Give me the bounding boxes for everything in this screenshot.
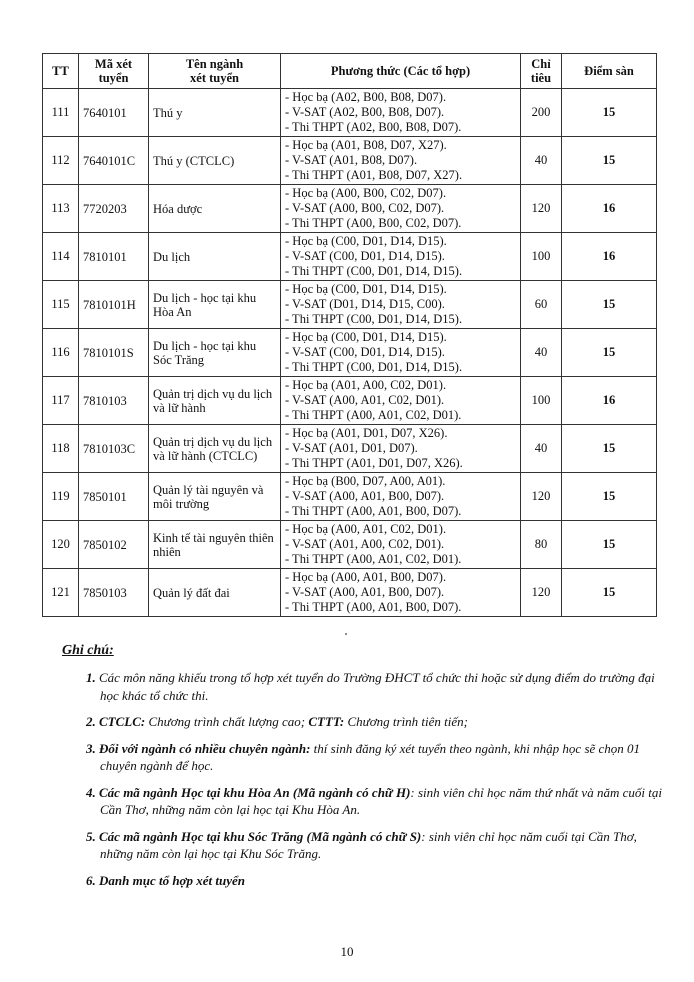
method-line: - V-SAT (C00, D01, D14, D15). xyxy=(285,344,445,359)
cell-quota: 120 xyxy=(521,185,562,233)
table-row xyxy=(43,185,657,233)
notes-title: Ghi chú: xyxy=(62,643,114,658)
cell-methods xyxy=(281,281,521,329)
cell-score: 15 xyxy=(562,329,657,377)
admissions-table xyxy=(42,53,657,617)
cell-name: Hóa dược xyxy=(149,185,281,233)
method-line: - Thi THPT (A00, A01, C02, D01). xyxy=(285,552,462,567)
cell-methods xyxy=(281,425,521,473)
cell-score: 16 xyxy=(562,233,657,281)
method-line: - Học bạ (C00, D01, D14, D15). xyxy=(285,281,447,296)
cell-quota: 120 xyxy=(521,569,562,617)
cell-tt: 114 xyxy=(43,233,79,281)
cell-quota: 100 xyxy=(521,377,562,425)
cell-name: Quản lý đất đai xyxy=(149,569,281,617)
method-line: - Học bạ (B00, D07, A00, A01). xyxy=(285,473,446,488)
cell-score: 15 xyxy=(562,569,657,617)
method-line: - V-SAT (A01, D01, D07). xyxy=(285,440,418,455)
cell-code: 7640101 xyxy=(79,89,149,137)
header-code-line2: tuyển xyxy=(98,71,129,85)
method-line: - Học bạ (A00, B00, C02, D07). xyxy=(285,185,447,200)
cell-score: 16 xyxy=(562,185,657,233)
method-line: - Học bạ (A01, D01, D07, X26). xyxy=(285,425,448,440)
cell-quota: 40 xyxy=(521,329,562,377)
cell-score: 15 xyxy=(562,425,657,473)
note-item-1 xyxy=(86,669,666,704)
method-line: - Thi THPT (C00, D01, D14, D15). xyxy=(285,360,463,375)
header-tt: TT xyxy=(43,54,79,89)
cell-name: Quản lý tài nguyên và môi trường xyxy=(149,473,281,521)
note-number: 2. xyxy=(86,714,96,729)
header-code xyxy=(79,54,149,89)
page-number: 10 xyxy=(340,944,354,959)
table-row xyxy=(43,137,657,185)
header-quota-line2: tiêu xyxy=(530,71,552,85)
cell-code: 7810103 xyxy=(79,377,149,425)
note-term-cttt: CTTT: xyxy=(308,714,345,729)
method-line: - Thi THPT (A00, A01, C02, D01). xyxy=(285,408,462,423)
notes-list xyxy=(86,669,666,898)
header-quota-line1: Chỉ xyxy=(531,57,551,71)
cell-methods xyxy=(281,569,521,617)
method-line: - Thi THPT (C00, D01, D14, D15). xyxy=(285,264,463,279)
cell-code: 7810103C xyxy=(79,425,149,473)
cell-score: 15 xyxy=(562,473,657,521)
method-line: - V-SAT (A00, A01, C02, D01). xyxy=(285,392,445,407)
cell-tt: 120 xyxy=(43,521,79,569)
table-row xyxy=(43,569,657,617)
note-number: 5. xyxy=(86,828,96,844)
method-line: - Thi THPT (A00, B00, C02, D07). xyxy=(285,216,462,231)
method-line: - Học bạ (A01, A00, C02, D01). xyxy=(285,377,447,392)
cell-tt: 115 xyxy=(43,281,79,329)
method-line: - V-SAT (A00, A01, B00, D07). xyxy=(285,488,445,503)
table-row xyxy=(43,89,657,137)
cell-name: Du lịch xyxy=(149,233,281,281)
header-methods: Phương thức (Các tổ hợp) xyxy=(281,54,521,89)
cell-code: 7720203 xyxy=(79,185,149,233)
note-item-3 xyxy=(86,740,666,775)
method-line: - Thi THPT (A01, D01, D07, X26). xyxy=(285,456,463,471)
header-quota xyxy=(521,54,562,89)
table-row xyxy=(43,377,657,425)
cell-methods xyxy=(281,521,521,569)
method-line: - V-SAT (A00, A01, B00, D07). xyxy=(285,584,445,599)
cell-tt: 111 xyxy=(43,89,79,137)
cell-score: 16 xyxy=(562,377,657,425)
method-line: - Thi THPT (C00, D01, D14, D15). xyxy=(285,312,463,327)
cell-tt: 119 xyxy=(43,473,79,521)
note-text: : sinh viên chỉ học năm thứ nhất và năm cuối tại Cần Thơ, những năm còn lại học tại Khu Hòa An. xyxy=(100,784,662,817)
note-text: Chương trình chất lượng cao; xyxy=(145,714,309,729)
table-row xyxy=(43,521,657,569)
note-heading: Các mã ngành Học tại khu Sóc Trăng (Mã ngành có chữ S) xyxy=(99,828,422,844)
note-text: : sinh viên chỉ học năm cuối tại Cần Thơ, những năm còn lại học tại Khu Sóc Trăng. xyxy=(100,828,637,861)
cell-name: Du lịch - học tại khu Hòa An xyxy=(149,281,281,329)
note-item-4 xyxy=(86,784,666,819)
header-name-line2: xét tuyển xyxy=(190,71,239,85)
cell-tt: 112 xyxy=(43,137,79,185)
cell-tt: 113 xyxy=(43,185,79,233)
cell-quota: 120 xyxy=(521,473,562,521)
note-text: Các môn năng khiếu trong tổ hợp xét tuyển do Trường ĐHCT tổ chức thi hoặc sử dụng điểm do trường đại học khác tổ chức thi. xyxy=(99,670,655,703)
cell-score: 15 xyxy=(562,521,657,569)
cell-methods xyxy=(281,233,521,281)
method-line: - Thi THPT (A00, A01, B00, D07). xyxy=(285,504,462,519)
cell-quota: 40 xyxy=(521,137,562,185)
method-line: - Học bạ (A00, A01, C02, D01). xyxy=(285,521,447,536)
method-line: - Học bạ (A02, B00, B08, D07). xyxy=(285,89,447,104)
method-line: - V-SAT (A00, B00, C02, D07). xyxy=(285,200,445,215)
note-heading: Các mã ngành Học tại khu Hòa An (Mã ngành có chữ H) xyxy=(99,784,411,800)
note-item-5 xyxy=(86,828,666,863)
table-row xyxy=(43,425,657,473)
cell-name: Du lịch - học tại khu Sóc Trăng xyxy=(149,329,281,377)
cell-name: Quản trị dịch vụ du lịch và lữ hành (CTCLC) xyxy=(149,425,281,473)
cell-methods xyxy=(281,137,521,185)
cell-methods xyxy=(281,473,521,521)
cell-code: 7850102 xyxy=(79,521,149,569)
note-text: thí sinh đăng ký xét tuyển theo ngành, khi nhập học sẽ chọn 01 chuyên ngành để học. xyxy=(100,740,641,773)
cell-name: Thú y xyxy=(149,89,281,137)
header-name xyxy=(149,54,281,89)
method-line: - Thi THPT (A01, B08, D07, X27). xyxy=(285,168,463,183)
cell-tt: 116 xyxy=(43,329,79,377)
table-row xyxy=(43,233,657,281)
cell-quota: 40 xyxy=(521,425,562,473)
method-line: - Học bạ (C00, D01, D14, D15). xyxy=(285,233,447,248)
method-line: - V-SAT (A01, B08, D07). xyxy=(285,152,418,167)
note-item-2 xyxy=(86,713,666,731)
method-line: - Thi THPT (A02, B00, B08, D07). xyxy=(285,120,462,135)
cell-quota: 200 xyxy=(521,89,562,137)
note-term-ctclc: CTCLC: xyxy=(99,714,146,729)
header-code-line1: Mã xét xyxy=(94,57,133,71)
cell-name: Thú y (CTCLC) xyxy=(149,137,281,185)
method-line: - Học bạ (A01, B08, D07, X27). xyxy=(285,137,447,152)
cell-quota: 60 xyxy=(521,281,562,329)
cell-code: 7810101S xyxy=(79,329,149,377)
note-item-6 xyxy=(86,872,666,890)
cell-code: 7640101C xyxy=(79,137,149,185)
cell-methods xyxy=(281,329,521,377)
method-line: - V-SAT (A02, B00, B08, D07). xyxy=(285,104,445,119)
method-line: - V-SAT (C00, D01, D14, D15). xyxy=(285,248,445,263)
cell-code: 7810101 xyxy=(79,233,149,281)
note-text: Chương trình tiên tiến; xyxy=(344,714,469,729)
cell-methods xyxy=(281,89,521,137)
cell-code: 7850103 xyxy=(79,569,149,617)
method-line: - Học bạ (C00, D01, D14, D15). xyxy=(285,329,447,344)
method-line: - V-SAT (D01, D14, D15, C00). xyxy=(285,296,445,311)
note-number: 6. xyxy=(86,872,96,888)
cell-quota: 80 xyxy=(521,521,562,569)
cell-code: 7850101 xyxy=(79,473,149,521)
method-line: - Học bạ (A00, A01, B00, D07). xyxy=(285,569,447,584)
table-row xyxy=(43,473,657,521)
table-row xyxy=(43,329,657,377)
stray-dot xyxy=(345,633,347,635)
table-header-row xyxy=(43,54,657,89)
note-number: 1. xyxy=(86,670,96,685)
cell-score: 15 xyxy=(562,281,657,329)
note-heading: Danh mục tổ hợp xét tuyển xyxy=(99,872,246,888)
cell-tt: 121 xyxy=(43,569,79,617)
cell-tt: 117 xyxy=(43,377,79,425)
header-name-line1: Tên ngành xyxy=(185,57,244,71)
method-line: - Thi THPT (A00, A01, B00, D07). xyxy=(285,600,462,615)
method-line: - V-SAT (A01, A00, C02, D01). xyxy=(285,536,445,551)
table-row xyxy=(43,281,657,329)
note-heading: Đối với ngành có nhiều chuyên ngành: xyxy=(99,740,311,756)
cell-code: 7810101H xyxy=(79,281,149,329)
cell-methods xyxy=(281,377,521,425)
header-score: Điểm sàn xyxy=(562,54,657,89)
cell-quota: 100 xyxy=(521,233,562,281)
note-number: 4. xyxy=(86,784,96,800)
note-number: 3. xyxy=(86,740,96,756)
cell-score: 15 xyxy=(562,89,657,137)
cell-score: 15 xyxy=(562,137,657,185)
cell-name: Kinh tế tài nguyên thiên nhiên xyxy=(149,521,281,569)
cell-methods xyxy=(281,185,521,233)
cell-tt: 118 xyxy=(43,425,79,473)
cell-name: Quản trị dịch vụ du lịch và lữ hành xyxy=(149,377,281,425)
